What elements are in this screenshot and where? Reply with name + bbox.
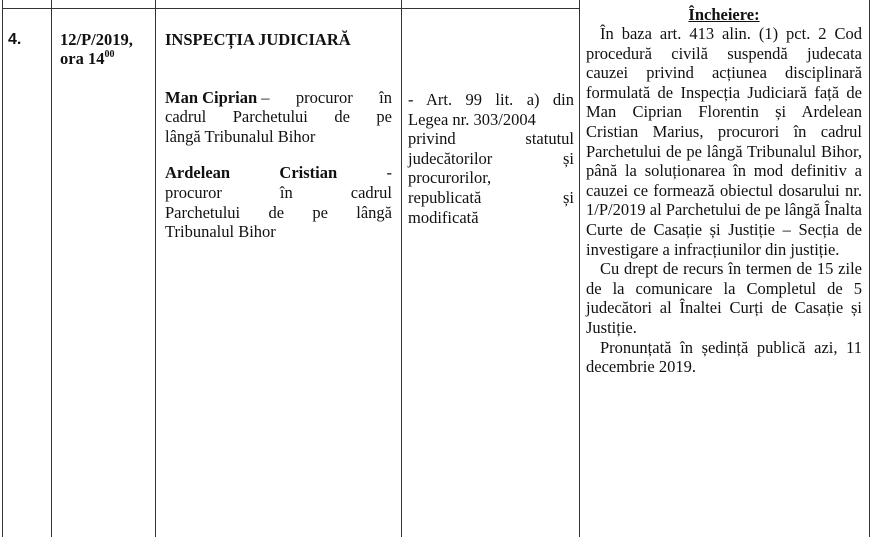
column-border-3 — [401, 0, 402, 537]
case-number-cell — [60, 30, 150, 68]
defendant-1: Man Ciprian – procuror în cadrul Parchetului de pe lângă Tribunalul Bihor — [165, 87, 392, 146]
plaintiff-name: INSPECȚIA JUDICIARĂ — [165, 30, 351, 49]
legal-basis-cell: - Art. 99 lit. a) din Legea nr. 303/2004 privind statutul judecătorilor și procurorilor, republicată și modificată — [408, 90, 574, 227]
column-border-4 — [579, 0, 580, 537]
ruling-paragraph-2: Cu drept de recurs în termen de 15 zile de la comunicare la Completul de 5 judecători al Înaltei Curți de Casație și Justiție. — [586, 259, 862, 337]
ruling-cell — [586, 6, 862, 377]
ruling-paragraph-1: În baza art. 413 alin. (1) pct. 2 Cod procedură civilă suspendă judecata cauzei privind acțiunea disciplinară formulată de Inspecția Judiciară față de Man Ciprian Florentin și Ardelean Cristian Marius, procurori în cadrul Parchetului de pe lângă Tribunalul Bihor, până la soluționarea în mod definitiv a cauzei ce formează obiectul dosarului nr. 1/P/2019 al Parchetului de pe lângă Înalta Curte de Casație și Justiție – Secția de investigare a infracțiunilor din justiție. — [586, 24, 862, 259]
ruling-paragraph-3: Pronunțată în ședință publică azi, 11 decembrie 2019. — [586, 337, 862, 377]
defendant-2: Ardelean Cristian - procuror în cadrul Parchetului de pe lângă Tribunalul Bihor — [165, 163, 392, 242]
parties-cell — [165, 30, 392, 242]
column-border-2 — [155, 0, 156, 537]
case-number: 12/P/2019, — [60, 30, 133, 49]
row-number: 4. — [8, 31, 22, 48]
column-border-left — [2, 0, 3, 537]
column-border-right — [869, 0, 870, 537]
ruling-heading: Încheiere: — [688, 5, 760, 24]
row-border-top — [2, 8, 579, 9]
defendant-2-name-second: Cristian — [279, 163, 338, 183]
defendant-1-name: Man Ciprian — [165, 87, 258, 107]
column-border-1 — [51, 0, 52, 537]
defendant-2-name-first: Ardelean — [165, 163, 231, 183]
hearing-time: ora $14^{00}$ — [60, 48, 115, 68]
